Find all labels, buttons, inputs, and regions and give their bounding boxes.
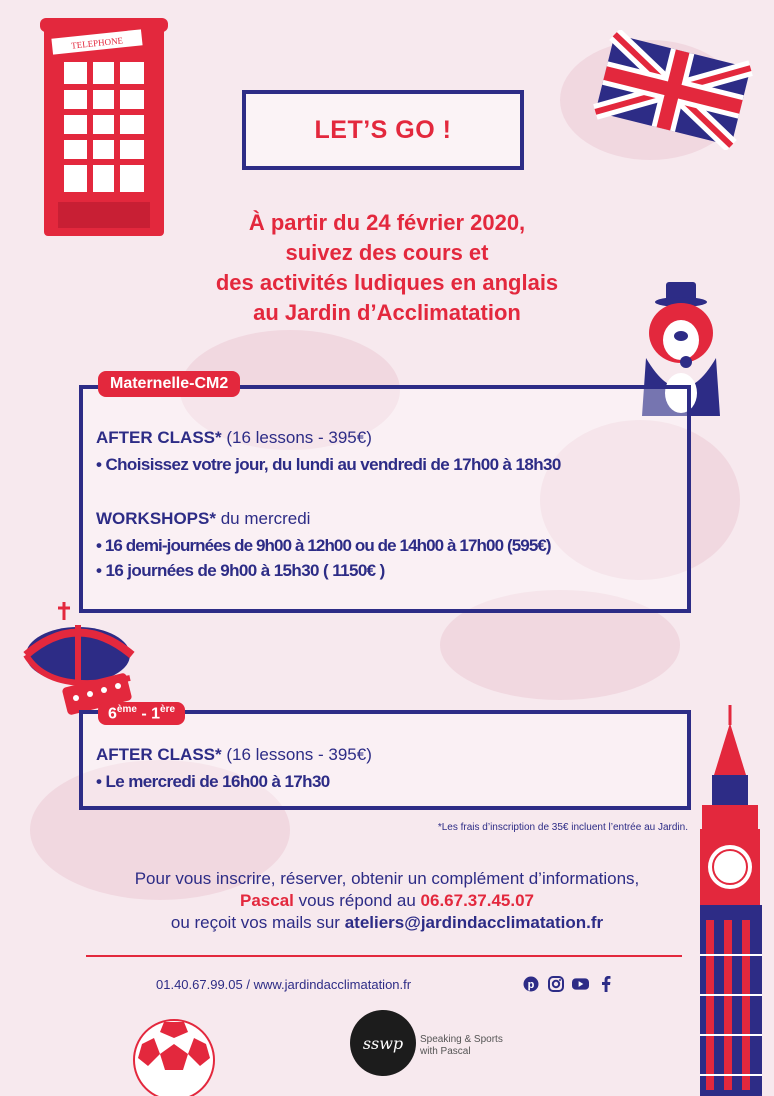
pinterest-icon[interactable]: [522, 975, 539, 992]
crown-illustration: [20, 600, 138, 718]
tag-grade-end-suffix: ère: [160, 704, 176, 715]
after-class-heading-college: [96, 745, 372, 765]
logo-caption-line: Speaking & Sports: [420, 1034, 503, 1045]
union-jack-flag: [593, 30, 753, 150]
social-icons: [522, 975, 614, 992]
footer-phone-website[interactable]: 01.40.67.99.05 / www.jardindacclimatation.fr: [156, 977, 412, 992]
instagram-icon[interactable]: [547, 975, 564, 992]
contact-line: [60, 890, 714, 912]
contact-text: ou reçoit vos mails sur: [170, 913, 345, 932]
headline-box: [242, 90, 524, 170]
youtube-icon[interactable]: [572, 975, 589, 992]
intro-line: des activités ludiques en anglais: [215, 270, 559, 295]
workshops-half-day: • 16 demi-journées de 9h00 à 12h00 ou de 14h00 à 17h00 (595€): [96, 536, 551, 555]
contact-text: vous répond au: [293, 891, 421, 910]
workshops-full-day: • 16 journées de 9h00 à 15h30 ( 1150€ ): [96, 561, 385, 580]
contact-email[interactable]: ateliers@jardindacclimatation.fr: [344, 913, 604, 932]
after-class-title: AFTER CLASS*: [96, 428, 222, 447]
contact-line: Pour vous inscrire, réserver, obtenir un complément d’informations,: [134, 869, 640, 888]
contact-phone[interactable]: 06.67.37.45.07: [420, 891, 534, 910]
section-tag-college: [98, 702, 185, 725]
tag-grade-start: 6: [108, 705, 117, 723]
contact-line: [60, 912, 714, 934]
contact-name: Pascal: [240, 891, 294, 910]
facebook-icon[interactable]: [597, 975, 614, 992]
tag-grade-end: - 1: [136, 705, 161, 723]
intro-line: suivez des cours et: [285, 240, 489, 265]
after-class-schedule-college: • Le mercredi de 16h00 à 17h30: [96, 772, 330, 791]
workshops-title: WORKSHOPS*: [96, 509, 216, 528]
phone-box-sign: TELEPHONE: [70, 35, 124, 51]
footer-divider: [86, 955, 682, 957]
after-class-detail: (16 lessons - 395€): [221, 745, 372, 764]
logo-mark: sswp: [362, 1034, 404, 1053]
workshops-detail: du mercredi: [215, 509, 311, 528]
speaking-sports-logo: [348, 1008, 418, 1078]
after-class-heading: [96, 428, 372, 448]
section-tag-maternelle: Maternelle-CM2: [98, 371, 240, 397]
phone-box-illustration: [38, 12, 170, 238]
intro-text: [100, 208, 674, 328]
contact-info: [60, 868, 714, 934]
after-class-schedule: • Choisissez votre jour, du lundi au vendredi de 17h00 à 18h30: [96, 455, 561, 474]
after-class-detail: (16 lessons - 395€): [221, 428, 372, 447]
intro-line: À partir du 24 février 2020,: [248, 210, 526, 235]
headline: LET’S GO !: [314, 115, 452, 144]
logo-caption-line: with Pascal: [420, 1046, 471, 1057]
svg-text:p: p: [527, 978, 534, 991]
registration-fee-note: *Les frais d’inscription de 35€ incluent l’entrée au Jardin.: [437, 822, 688, 833]
logo-caption: [420, 1034, 503, 1058]
soccer-ball-illustration: [128, 1014, 220, 1096]
tag-grade-start-suffix: ème: [116, 704, 137, 715]
after-class-title: AFTER CLASS*: [96, 745, 222, 764]
intro-line: au Jardin d’Acclimatation: [253, 300, 521, 325]
workshops-heading: [96, 509, 310, 529]
